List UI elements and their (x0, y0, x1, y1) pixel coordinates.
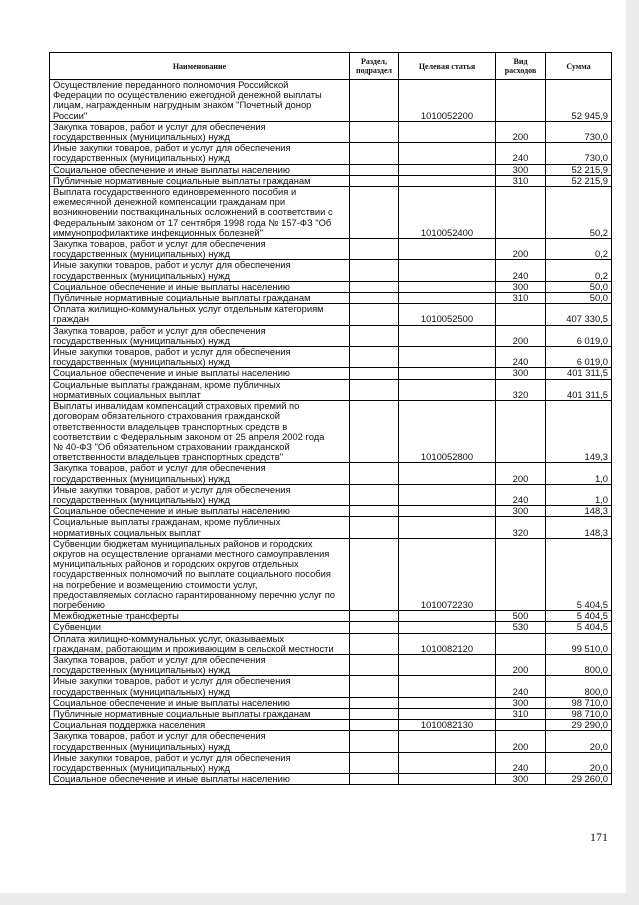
row-section (350, 484, 399, 505)
row-type: 530 (496, 622, 546, 633)
row-section (350, 611, 399, 622)
row-sum: 730,0 (546, 143, 612, 164)
row-section (350, 304, 399, 325)
row-name: Выплаты инвалидам компенсаций страховых премий по договорам обязательного страхования гражданской ответственности владельцев транспортных средств в соответствии с Федеральным законом от 25 апреля 2002 года № 40-ФЗ "Об обязательном страховании гражданской ответственности владельцев транспортных средств" (50, 401, 350, 463)
row-sum: 0,2 (546, 239, 612, 260)
row-target (399, 143, 496, 164)
row-type: 310 (496, 175, 546, 186)
row-target (399, 484, 496, 505)
row-type: 300 (496, 697, 546, 708)
row-type (496, 401, 546, 463)
row-sum: 50,0 (546, 293, 612, 304)
row-target (399, 517, 496, 538)
table-row (50, 164, 612, 175)
row-section (350, 506, 399, 517)
row-name: Социальные выплаты гражданам, кроме публичных нормативных социальных выплат (50, 379, 350, 400)
table-row (50, 463, 612, 484)
row-target (399, 752, 496, 773)
row-sum: 5 404,5 (546, 538, 612, 610)
row-sum: 99 510,0 (546, 633, 612, 654)
row-sum: 149,3 (546, 401, 612, 463)
row-type (496, 304, 546, 325)
table-row (50, 347, 612, 368)
row-target (399, 611, 496, 622)
row-section (350, 401, 399, 463)
row-type: 240 (496, 143, 546, 164)
row-type (496, 633, 546, 654)
row-section (350, 654, 399, 675)
table-row (50, 379, 612, 400)
row-sum: 0,2 (546, 260, 612, 281)
header-name: Наименование (50, 53, 350, 80)
row-target (399, 676, 496, 697)
row-target (399, 379, 496, 400)
table-row (50, 538, 612, 610)
row-type: 320 (496, 379, 546, 400)
header-type: Вид расходов (496, 53, 546, 80)
row-section (350, 633, 399, 654)
table-row (50, 239, 612, 260)
row-type: 200 (496, 325, 546, 346)
row-name: Социальные выплаты гражданам, кроме публичных нормативных социальных выплат (50, 517, 350, 538)
row-name: Субвенции бюджетам муниципальных районов и городских округов на осуществление органами местного самоуправления муниципальных районов и городских округов отдельных государственных полномочий по выплате социального пособия на погребение и возмещению стоимости услуг, предоставляемых согласно гарантированному перечню услуг по погребению (50, 538, 350, 610)
row-name: Закупка товаров, работ и услуг для обеспечения государственных (муниципальных) нужд (50, 463, 350, 484)
row-name: Закупка товаров, работ и услуг для обеспечения государственных (муниципальных) нужд (50, 731, 350, 752)
row-target (399, 347, 496, 368)
row-sum: 5 404,5 (546, 611, 612, 622)
row-target (399, 239, 496, 260)
row-name: Закупка товаров, работ и услуг для обеспечения государственных (муниципальных) нужд (50, 121, 350, 142)
row-name: Публичные нормативные социальные выплаты гражданам (50, 293, 350, 304)
row-sum: 20,0 (546, 731, 612, 752)
row-target (399, 368, 496, 379)
row-section (350, 752, 399, 773)
row-target (399, 622, 496, 633)
header-target: Целевая статья (399, 53, 496, 80)
row-name: Публичные нормативные социальные выплаты гражданам (50, 175, 350, 186)
row-type: 240 (496, 347, 546, 368)
row-name: Иные закупки товаров, работ и услуг для обеспечения государственных (муниципальных) нужд (50, 347, 350, 368)
table-body (50, 80, 612, 785)
row-type: 200 (496, 239, 546, 260)
row-type: 300 (496, 368, 546, 379)
row-sum: 401 311,5 (546, 368, 612, 379)
row-name: Иные закупки товаров, работ и услуг для обеспечения государственных (муниципальных) нужд (50, 143, 350, 164)
row-target (399, 506, 496, 517)
row-target (399, 463, 496, 484)
row-name: Субвенции (50, 622, 350, 633)
header-section: Раздел, подраздел (350, 53, 399, 80)
row-name: Закупка товаров, работ и услуг для обеспечения государственных (муниципальных) нужд (50, 654, 350, 675)
row-section (350, 293, 399, 304)
row-sum: 6 019,0 (546, 325, 612, 346)
row-type: 320 (496, 517, 546, 538)
row-sum: 98 710,0 (546, 708, 612, 719)
row-type (496, 538, 546, 610)
row-sum: 29 290,0 (546, 720, 612, 731)
row-section (350, 239, 399, 260)
row-target (399, 175, 496, 186)
row-section (350, 708, 399, 719)
row-sum: 98 710,0 (546, 697, 612, 708)
row-section (350, 187, 399, 239)
row-name: Социальная поддержка населения (50, 720, 350, 731)
row-sum: 1,0 (546, 484, 612, 505)
table-row (50, 708, 612, 719)
table-header-row (50, 53, 612, 80)
row-target: 1010052400 (399, 187, 496, 239)
table-row (50, 80, 612, 122)
row-type: 200 (496, 731, 546, 752)
table-row (50, 121, 612, 142)
row-section (350, 325, 399, 346)
table-row (50, 676, 612, 697)
table-row (50, 304, 612, 325)
row-name: Публичные нормативные социальные выплаты гражданам (50, 708, 350, 719)
table-row (50, 143, 612, 164)
row-name: Осуществление переданного полномочия Российской Федерации по осуществлению ежегодной денежной выплаты лицам, награжденным нагрудным знаком "Почетный донор России" (50, 80, 350, 122)
row-sum: 800,0 (546, 654, 612, 675)
row-section (350, 260, 399, 281)
row-type: 240 (496, 260, 546, 281)
row-type: 200 (496, 121, 546, 142)
table-row (50, 401, 612, 463)
row-target (399, 281, 496, 292)
table-row (50, 654, 612, 675)
row-section (350, 121, 399, 142)
row-target (399, 708, 496, 719)
row-section (350, 379, 399, 400)
row-name: Социальное обеспечение и иные выплаты населению (50, 164, 350, 175)
row-sum: 401 311,5 (546, 379, 612, 400)
row-type: 200 (496, 654, 546, 675)
row-name: Оплата жилищно-коммунальных услуг, оказываемых гражданам, работающим и проживающим в сельской местности (50, 633, 350, 654)
row-name: Социальное обеспечение и иные выплаты населению (50, 774, 350, 785)
row-name: Иные закупки товаров, работ и услуг для обеспечения государственных (муниципальных) нужд (50, 752, 350, 773)
row-type: 310 (496, 708, 546, 719)
row-type: 240 (496, 676, 546, 697)
row-section (350, 347, 399, 368)
row-section (350, 538, 399, 610)
row-sum: 730,0 (546, 121, 612, 142)
table-row (50, 517, 612, 538)
row-type: 200 (496, 463, 546, 484)
row-target (399, 697, 496, 708)
row-target: 1010052800 (399, 401, 496, 463)
page-number: 171 (590, 830, 608, 844)
row-section (350, 368, 399, 379)
row-target (399, 164, 496, 175)
budget-table (49, 52, 612, 785)
table-row (50, 506, 612, 517)
row-sum: 50,2 (546, 187, 612, 239)
row-section (350, 80, 399, 122)
row-name: Закупка товаров, работ и услуг для обеспечения государственных (муниципальных) нужд (50, 325, 350, 346)
row-type: 500 (496, 611, 546, 622)
table-row (50, 281, 612, 292)
row-section (350, 731, 399, 752)
bottom-edge (0, 893, 639, 905)
row-target (399, 325, 496, 346)
table-row (50, 175, 612, 186)
table-row (50, 293, 612, 304)
row-section (350, 517, 399, 538)
row-name: Межбюджетные трансферты (50, 611, 350, 622)
row-section (350, 463, 399, 484)
row-name: Оплата жилищно-коммунальных услуг отдельным категориям граждан (50, 304, 350, 325)
row-sum: 50,0 (546, 281, 612, 292)
row-sum: 6 019,0 (546, 347, 612, 368)
row-target: 1010052200 (399, 80, 496, 122)
row-target: 1010082120 (399, 633, 496, 654)
row-target: 1010082130 (399, 720, 496, 731)
row-section (350, 622, 399, 633)
row-type: 240 (496, 752, 546, 773)
row-type: 300 (496, 506, 546, 517)
row-type (496, 720, 546, 731)
row-target (399, 774, 496, 785)
row-name: Социальное обеспечение и иные выплаты населению (50, 506, 350, 517)
row-name: Закупка товаров, работ и услуг для обеспечения государственных (муниципальных) нужд (50, 239, 350, 260)
row-target (399, 293, 496, 304)
table-row (50, 720, 612, 731)
row-type (496, 187, 546, 239)
row-type: 300 (496, 281, 546, 292)
row-target (399, 731, 496, 752)
table-row (50, 325, 612, 346)
row-sum: 5 404,5 (546, 622, 612, 633)
row-section (350, 164, 399, 175)
table-row (50, 752, 612, 773)
page-edge (626, 0, 639, 905)
row-name: Иные закупки товаров, работ и услуг для обеспечения государственных (муниципальных) нужд (50, 260, 350, 281)
row-section (350, 281, 399, 292)
table-row (50, 633, 612, 654)
row-name: Социальное обеспечение и иные выплаты населению (50, 281, 350, 292)
row-section (350, 175, 399, 186)
table-row (50, 611, 612, 622)
row-section (350, 720, 399, 731)
row-name: Выплата государственного единовременного пособия и ежемесячной денежной компенсации гражданам при возникновении поствакцинальных осложнений в соответствии с Федеральным законом от 17 сентября 1998 года № 157-ФЗ "Об иммунопрофилактике инфекционных болезней" (50, 187, 350, 239)
row-target: 1010072230 (399, 538, 496, 610)
row-name: Социальное обеспечение и иные выплаты населению (50, 368, 350, 379)
row-section (350, 143, 399, 164)
row-sum: 29 260,0 (546, 774, 612, 785)
row-target: 1010052500 (399, 304, 496, 325)
table-row (50, 731, 612, 752)
row-type (496, 80, 546, 122)
row-section (350, 774, 399, 785)
table-row (50, 368, 612, 379)
table-row (50, 187, 612, 239)
row-sum: 20,0 (546, 752, 612, 773)
header-sum: Сумма (546, 53, 612, 80)
row-name: Социальное обеспечение и иные выплаты населению (50, 697, 350, 708)
row-sum: 800,0 (546, 676, 612, 697)
row-sum: 52 215,9 (546, 175, 612, 186)
row-section (350, 697, 399, 708)
row-sum: 407 330,5 (546, 304, 612, 325)
row-type: 300 (496, 774, 546, 785)
table-row (50, 697, 612, 708)
table-row (50, 622, 612, 633)
row-type: 240 (496, 484, 546, 505)
table-row (50, 774, 612, 785)
row-type: 300 (496, 164, 546, 175)
table-row (50, 484, 612, 505)
row-sum: 148,3 (546, 506, 612, 517)
row-target (399, 121, 496, 142)
row-name: Иные закупки товаров, работ и услуг для обеспечения государственных (муниципальных) нужд (50, 676, 350, 697)
row-target (399, 654, 496, 675)
row-target (399, 260, 496, 281)
row-name: Иные закупки товаров, работ и услуг для обеспечения государственных (муниципальных) нужд (50, 484, 350, 505)
row-sum: 52 215,9 (546, 164, 612, 175)
row-sum: 1,0 (546, 463, 612, 484)
row-sum: 52 945,9 (546, 80, 612, 122)
table-row (50, 260, 612, 281)
row-section (350, 676, 399, 697)
row-type: 310 (496, 293, 546, 304)
row-sum: 148,3 (546, 517, 612, 538)
